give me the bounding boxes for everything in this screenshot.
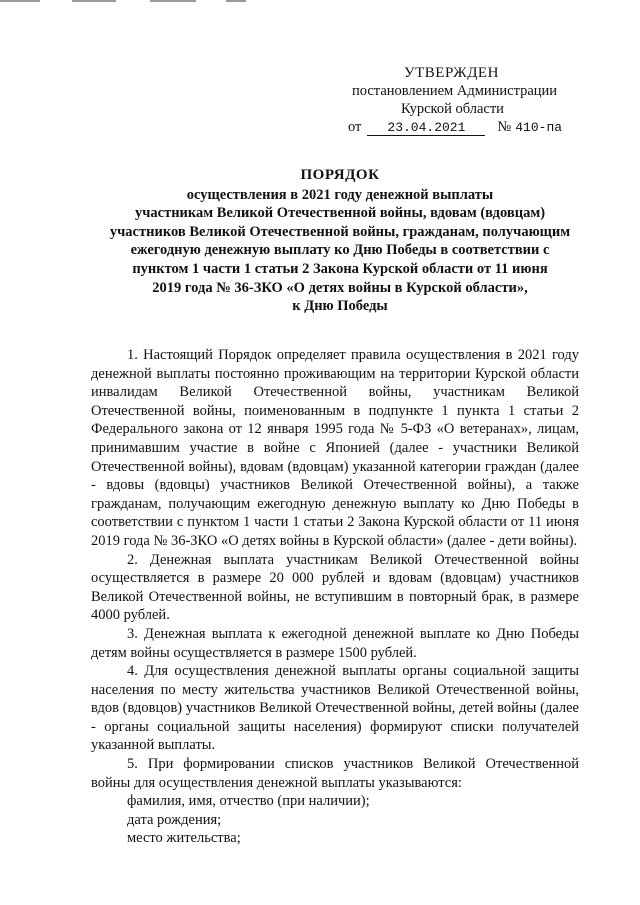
approval-stamp	[348, 64, 598, 137]
approval-authority: постановлением Администрации	[352, 83, 558, 99]
heading-line: 2019 года № 36-ЗКО «О детях войны в Курской области»,	[152, 279, 528, 296]
heading-line: ежегодную денежную выплату ко Дню Победы в соответствии с	[130, 242, 550, 259]
list-item: фамилия, имя, отчество (при наличии);	[127, 793, 370, 810]
paragraph-4: 4. Для осуществления денежной выплаты органы социальной защиты населения по месту жительства участников Великой Отечественной войны, вдов (вдовцов) участников Великой Отечественной войны, детей войны (далее - органы социальной защиты населения) формируют списки получателей указанной выплаты.	[91, 663, 579, 754]
heading-line: участников Великой Отечественной войны, гражданам, получающим	[109, 223, 571, 240]
approval-date: 23.04.2021	[367, 120, 485, 136]
heading-line: участникам Великой Отечественной войны, вдовам (вдовцам)	[134, 205, 546, 222]
document-title: ПОРЯДОК	[300, 167, 380, 183]
list-item: дата рождения;	[127, 811, 222, 828]
heading-line: пунктом 1 части 1 статьи 2 Закона Курской области от 11 июня	[132, 260, 548, 277]
paragraph-3: 3. Денежная выплата к ежегодной денежной выплате ко Дню Победы детям войны осуществляется в размере 1500 рублей.	[91, 625, 579, 661]
approval-number-label: №	[497, 119, 512, 135]
approval-region: Курской области	[401, 101, 504, 117]
paragraph-2: 2. Денежная выплата участникам Великой Отечественной войны осуществляется в размере 20 000 рублей и вдовам (вдовцам) участников Великой Отечественной войны, не вступившим в повторный брак, в размере 4000 рублей.	[91, 551, 579, 624]
paragraph-1: 1. Настоящий Порядок определяет правила осуществления в 2021 году денежной выплаты постоянно проживающим на территории Курской области инвалидам Великой Отечественной войны, участникам Великой Отечественной войны, поименованным в подпункте 1 пункта 1 статьи 2 Федерального закона от 12 января 1995 года № 5-ФЗ «О ветеранах», лицам, принимавшим участие в войне с Японией (далее - участники Великой Отечественной войны), вдовам (вдовцам) указанной категории граждан (далее - вдовы (вдовцы) участников Великой Отечественной войны), а также гражданам, получающим ежегодную денежную выплату ко Дню Победы в соответствии с пунктом 1 части 1 статьи 2 Закона Курской области от 11 июня 2019 года № 36-ЗКО «О детях войны в Курской области» (далее - дети войны).	[91, 347, 579, 549]
scan-edge-marks	[0, 0, 640, 6]
paragraph-5: 5. При формировании списков участников Великой Отечественной войны для осуществления денежной выплаты указываются:	[91, 756, 579, 791]
heading-line: осуществления в 2021 году денежной выплаты	[186, 186, 494, 203]
approval-date-row	[348, 118, 598, 137]
document-body	[91, 346, 579, 848]
approval-title: УТВЕРЖДЕН	[404, 65, 499, 81]
list-item: место жительства;	[127, 830, 241, 847]
approval-number: 410-па	[515, 120, 563, 135]
document-heading	[80, 166, 600, 316]
heading-line: к Дню Победы	[292, 298, 388, 315]
approval-date-label: от	[348, 119, 362, 135]
